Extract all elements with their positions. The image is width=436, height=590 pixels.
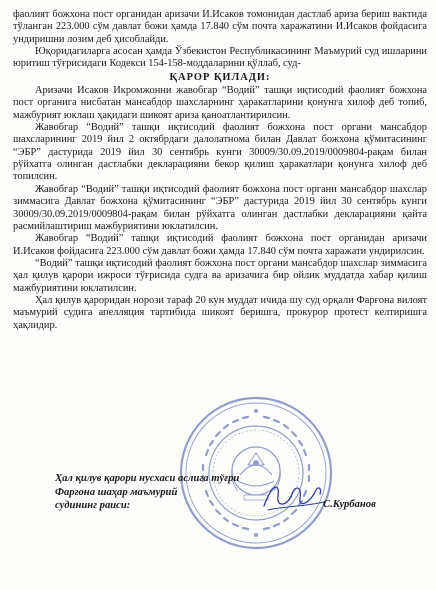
certification-line-2: Фарғона шаҳар маъмурий — [55, 486, 178, 498]
decision-heading: ҚАРОР ҚИЛАДИ: — [169, 71, 271, 83]
paragraph-3: Аризачи Исаков Икромжонни жавобгар “Водий” ташқи иқтисодий фаолият божхона пост органига нисбатан мансабдор шахсларнинг ҳаракатларини қонунга хилоф деб топиб, мажбурият юклаш ҳақидаги шикоят ариза қаноатлантирилсин. — [13, 85, 427, 121]
paragraph-8: Ҳал қилув қароридан норози тараф 20 кун муддат ичида шу суд орқали Фарғона вилоят маъмурий судига апелляция тартибида шикоят беришга, прокурор протест келтиришга ҳақлидир. — [13, 294, 427, 331]
signer-name: С.Курбанов — [323, 499, 376, 510]
certification-line-3: судининг раиси: — [55, 500, 131, 511]
certification-line-1: Ҳал қилув қарори нусхаси аслига тўғри — [55, 473, 240, 484]
paragraph-2: Юқоридагиларга асосан ҳамда Ўзбекистон Республикасининг Маъмурий суд ишларини юритиш тўғрисидаги Кодекси 154-158-моддаларини қўллаб, суд- — [13, 46, 427, 70]
paragraph-4: Жавобгар “Водий” ташқи иқтисодий фаолият божхона пост органи мансабдор шахсларининг 2019 йил 2 октябрдаги далолатнома билан Давлат божхона қўмитасининг “ЭБР” дастурида 2019 йил 30 сентябрь кунги 30009/30.09.2019/0009804-рақам билан рўйхатга олинган дастлабки декларацияни бекор қилиш ҳаракатлари қонунга хилоф деб топилсин. — [13, 122, 427, 183]
paragraph-6: Жавобгар “Водий” ташқи иқтисодий фаолият божхона пост органидан аризачи И.Исаков фойдасига 223.000 сўм давлат божи ҳамда 17.840 сўм почта харажати ундирилсин. — [13, 233, 427, 257]
paragraph-5: Жавобгар “Водий” ташқи иқтисодий фаолият божхона пост органи мансабдор шахслар зиммасига Давлат божхона қўмитасининг “ЭБР” дастурида 2019 йил 30 сентябрь кунги 30009/30.09.2019/0009804-рақам билан рўйхатга олинган дастлабки декларацияни қайта расмийлаштириш мажбуриятини юклатилсин. — [13, 183, 427, 232]
document-body — [13, 9, 427, 332]
paragraph-1: фаолият божхона пост органидан аризачи И.Исаков томонидан дастлаб ариза бериш вактида тўланган 223.000 сўм давлат божи ҳамда 17.840 сўм почта харажатини И.Исаков фойдасига ундиришни лозим деб ҳисоблайди. — [13, 9, 427, 45]
paragraph-7: “Водий” ташқи иқтисодий фаолият божхона пост органи мансабдор шахслар зиммасига ҳал қилув қарори ижроси тўғрисида судга ва аризачига бир ойлик муддатда хабар қилиш мажбуриятини юклатилсин. — [13, 257, 427, 294]
